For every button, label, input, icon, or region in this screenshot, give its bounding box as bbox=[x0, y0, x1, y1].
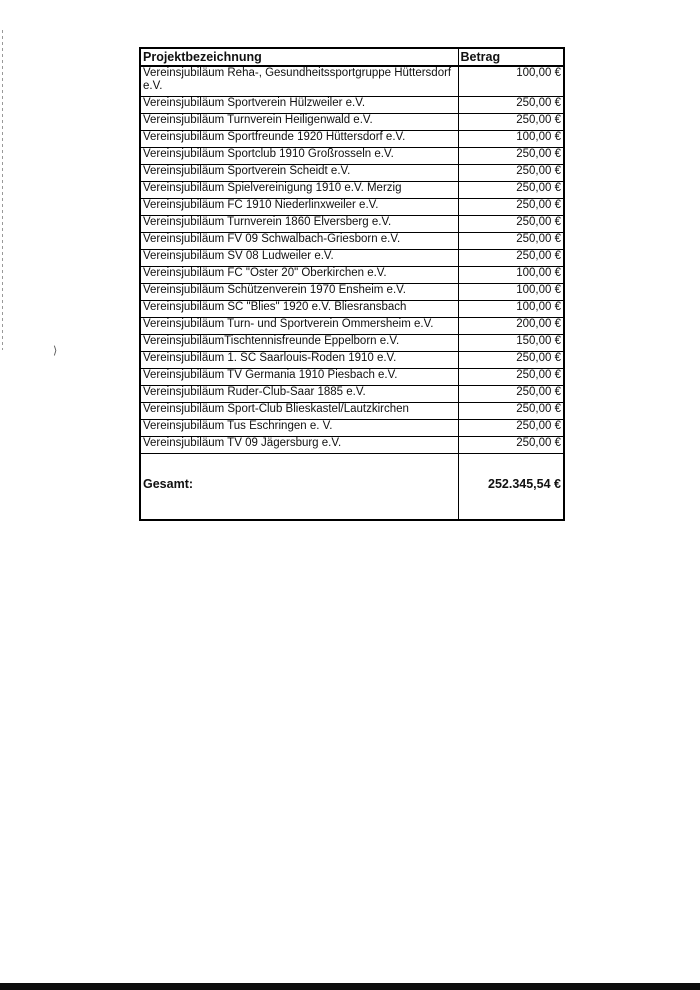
project-cell: Vereinsjubiläum Ruder-Club-Saar 1885 e.V. bbox=[140, 386, 458, 403]
project-cell: Vereinsjubiläum FV 09 Schwalbach-Griesborn e.V. bbox=[140, 233, 458, 250]
table-row bbox=[140, 352, 564, 369]
table-row bbox=[140, 165, 564, 182]
amount-cell: 250,00 € bbox=[458, 420, 564, 437]
project-cell: Vereinsjubiläum Turn- und Sportverein Ommersheim e.V. bbox=[140, 318, 458, 335]
amount-cell: 250,00 € bbox=[458, 250, 564, 267]
table-row bbox=[140, 437, 564, 454]
table-row bbox=[140, 403, 564, 420]
amount-cell: 100,00 € bbox=[458, 284, 564, 301]
amount-cell: 100,00 € bbox=[458, 301, 564, 318]
table-row bbox=[140, 97, 564, 114]
amount-cell: 250,00 € bbox=[458, 165, 564, 182]
project-cell: Vereinsjubiläum SV 08 Ludweiler e.V. bbox=[140, 250, 458, 267]
project-cell: Vereinsjubiläum Sportverein Scheidt e.V. bbox=[140, 165, 458, 182]
table-row bbox=[140, 216, 564, 233]
amount-cell: 250,00 € bbox=[458, 182, 564, 199]
scan-edge-left bbox=[2, 30, 3, 350]
table-row bbox=[140, 284, 564, 301]
table-row bbox=[140, 199, 564, 216]
spacer-cell bbox=[458, 454, 564, 465]
header-amount: Betrag bbox=[458, 48, 564, 66]
project-cell: Vereinsjubiläum Sportfreunde 1920 Hüttersdorf e.V. bbox=[140, 131, 458, 148]
project-cell: Vereinsjubiläum Sport-Club Blieskastel/Lautzkirchen bbox=[140, 403, 458, 420]
spacer-cell bbox=[140, 454, 458, 465]
project-cell: Vereinsjubiläum TV Germania 1910 Piesbach e.V. bbox=[140, 369, 458, 386]
header-project: Projektbezeichnung bbox=[140, 48, 458, 66]
total-amount: 252.345,54 € bbox=[458, 464, 564, 520]
table-row bbox=[140, 318, 564, 335]
table-row bbox=[140, 250, 564, 267]
amount-cell: 250,00 € bbox=[458, 114, 564, 131]
amount-cell: 250,00 € bbox=[458, 233, 564, 250]
project-cell: Vereinsjubiläum Reha-, Gesundheitssportgruppe Hüttersdorf e.V. bbox=[140, 66, 458, 97]
project-cell: Vereinsjubiläum Sportverein Hülzweiler e.V. bbox=[140, 97, 458, 114]
table-row bbox=[140, 335, 564, 352]
project-cell: Vereinsjubiläum 1. SC Saarlouis-Roden 1910 e.V. bbox=[140, 352, 458, 369]
amount-cell: 250,00 € bbox=[458, 369, 564, 386]
amount-cell: 200,00 € bbox=[458, 318, 564, 335]
table-header-row bbox=[140, 48, 564, 66]
table-row bbox=[140, 267, 564, 284]
project-cell: Vereinsjubiläum SC "Blies" 1920 e.V. Bliesransbach bbox=[140, 301, 458, 318]
total-label: Gesamt: bbox=[140, 464, 458, 520]
amount-cell: 250,00 € bbox=[458, 437, 564, 454]
table-row bbox=[140, 114, 564, 131]
table-row bbox=[140, 420, 564, 437]
table-row bbox=[140, 66, 564, 97]
amount-cell: 100,00 € bbox=[458, 131, 564, 148]
table-row bbox=[140, 148, 564, 165]
project-cell: Vereinsjubiläum Turnverein Heiligenwald e.V. bbox=[140, 114, 458, 131]
project-cell: Vereinsjubiläum Spielvereinigung 1910 e.V. Merzig bbox=[140, 182, 458, 199]
project-cell: Vereinsjubiläum TV 09 Jägersburg e.V. bbox=[140, 437, 458, 454]
amount-cell: 250,00 € bbox=[458, 352, 564, 369]
funding-table bbox=[139, 47, 565, 521]
project-cell: Vereinsjubiläum FC 1910 Niederlinxweiler e.V. bbox=[140, 199, 458, 216]
amount-cell: 250,00 € bbox=[458, 386, 564, 403]
total-row bbox=[140, 464, 564, 520]
table-row bbox=[140, 386, 564, 403]
scan-edge-bottom bbox=[0, 983, 700, 990]
amount-cell: 250,00 € bbox=[458, 199, 564, 216]
scan-mark: ⟩ bbox=[53, 345, 58, 357]
table-row bbox=[140, 131, 564, 148]
amount-cell: 150,00 € bbox=[458, 335, 564, 352]
project-cell: VereinsjubiläumTischtennisfreunde Eppelborn e.V. bbox=[140, 335, 458, 352]
table-row bbox=[140, 182, 564, 199]
spacer-row bbox=[140, 454, 564, 465]
project-cell: Vereinsjubiläum Turnverein 1860 Elversberg e.V. bbox=[140, 216, 458, 233]
project-cell: Vereinsjubiläum Tus Eschringen e. V. bbox=[140, 420, 458, 437]
table-row bbox=[140, 301, 564, 318]
project-cell: Vereinsjubiläum Sportclub 1910 Großrosseln e.V. bbox=[140, 148, 458, 165]
amount-cell: 100,00 € bbox=[458, 267, 564, 284]
project-cell: Vereinsjubiläum Schützenverein 1970 Ensheim e.V. bbox=[140, 284, 458, 301]
amount-cell: 100,00 € bbox=[458, 66, 564, 97]
amount-cell: 250,00 € bbox=[458, 403, 564, 420]
amount-cell: 250,00 € bbox=[458, 216, 564, 233]
amount-cell: 250,00 € bbox=[458, 148, 564, 165]
table-row bbox=[140, 233, 564, 250]
project-cell: Vereinsjubiläum FC "Oster 20" Oberkirchen e.V. bbox=[140, 267, 458, 284]
amount-cell: 250,00 € bbox=[458, 97, 564, 114]
table-row bbox=[140, 369, 564, 386]
